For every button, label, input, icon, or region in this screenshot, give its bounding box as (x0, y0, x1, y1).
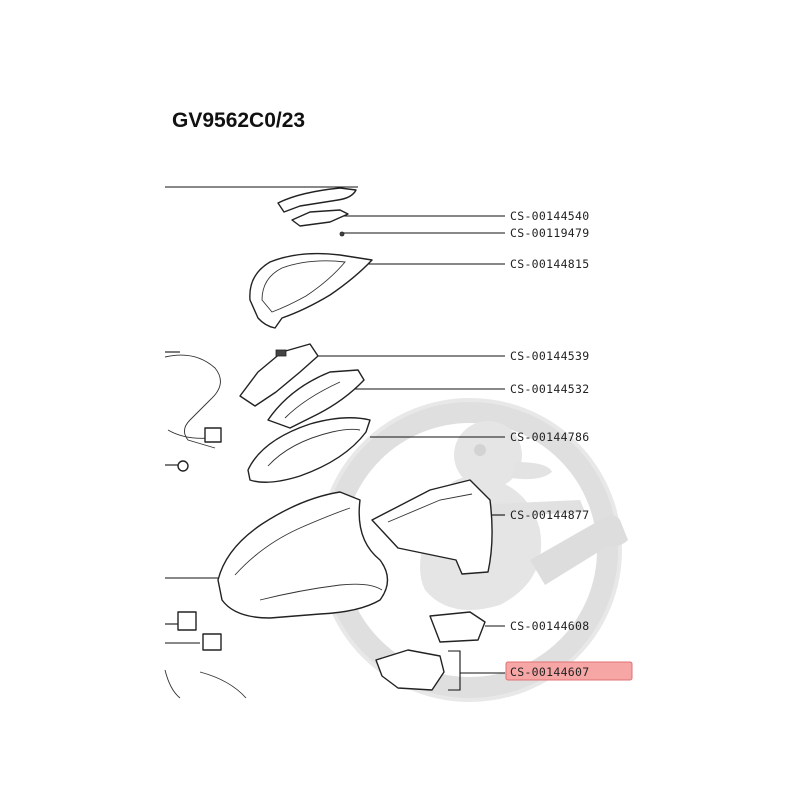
part-label-5[interactable]: CS-00144532 (510, 382, 590, 396)
board-chip (276, 350, 286, 356)
small-screw-part (340, 232, 344, 236)
valve-part-1 (178, 612, 196, 630)
model-title: GV9562C0/23 (172, 109, 306, 132)
cord-part-2 (200, 672, 246, 698)
part-label-4[interactable]: CS-00144539 (510, 349, 590, 363)
part-label-9-highlighted[interactable]: CS-00144607 (510, 665, 590, 679)
part-label-1[interactable]: CS-00144540 (510, 209, 590, 223)
part-label-2[interactable]: CS-00119479 (510, 226, 590, 240)
part-label-3[interactable]: CS-00144815 (510, 257, 590, 271)
pump-part (430, 612, 485, 642)
trigger-part (292, 210, 348, 226)
handle-top-part (278, 188, 356, 212)
valve-part-2 (203, 634, 221, 650)
part-label-6[interactable]: CS-00144786 (510, 430, 590, 444)
handle-shell-part (250, 254, 372, 328)
hose-part-2 (168, 430, 210, 438)
part-label-7[interactable]: CS-00144877 (510, 508, 590, 522)
base-station-part (218, 492, 388, 618)
part-label-8[interactable]: CS-00144608 (510, 619, 590, 633)
cord-part (165, 670, 180, 698)
hose-connector (205, 428, 221, 442)
knob-part (178, 461, 188, 471)
